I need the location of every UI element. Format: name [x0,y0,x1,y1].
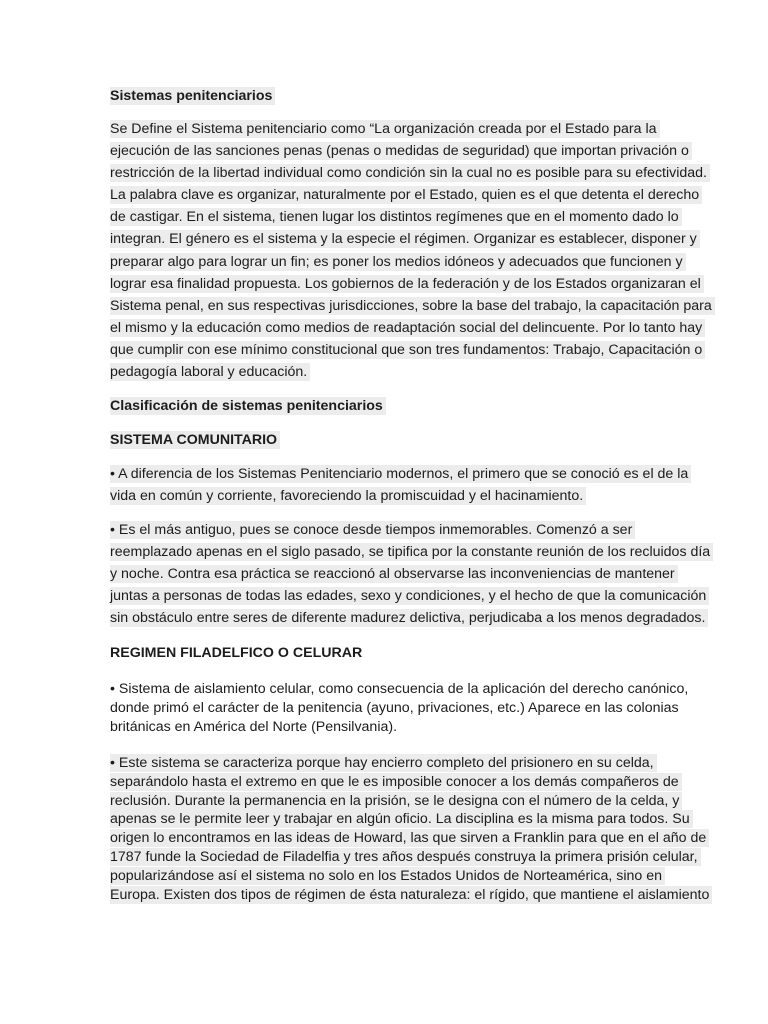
filadelfico-heading [110,643,362,663]
document-title [110,86,275,106]
classification-heading-text: Clasificación de sistemas penitenciarios [110,397,386,415]
filadelfico-paragraph-2-text: • Este sistema se caracteriza porque hay encierro completo del prisionero en su celda, separándolo hasta el extremo en que le es imposible conocer a los demás compañeros de reclusión. Durante la permanencia en la prisión, se le designa con el número de la celda, y apenas se le permite leer y trabajar en algún oficio. La disciplina es la misma para todos. Su origen lo encontramos en las ideas de Howard, las que sirven a Franklin para que en el año de 1787 funde la Sociedad de Filadelfia y tres años después construya la primera prisión celular, popularizándose así el sistema no solo en los Estados Unidos de Norteamérica, sino en Europa. Existen dos tipos de régimen de ésta naturaleza: el rígido, que mantiene el aislamiento [110,754,712,904]
classification-heading [110,396,386,416]
filadelfico-paragraph-1-text: • Sistema de aislamiento celular, como consecuencia de la aplicación del derecho canónico, donde primó el carácter de la penitencia (ayuno, privaciones, etc.) Aparece en las colonias británicas en América del Norte (Pensilvania). [110,681,689,735]
intro-paragraph-text: Se Define el Sistema penitenciario como “La organización creada por el Estado para la ejecución de las sanciones penas (penas o medidas de seguridad) que importan privación o restricción de la libertad individual como condición sin la cual no es posible para su efectividad. La palabra clave es organizar, naturalmente por el Estado, quien es el que detenta el derecho de castigar. En el sistema, tienen lugar los distintos regímenes que en el momento dado lo integran. El género es el sistema y la especie el régimen. Organizar es establecer, disponer y preparar algo para lograr un fin; es poner los medios idóneos y adecuados que funcionen y lograr esa finalidad propuesta. Los gobiernos de la federación y de los Estados organizaran el Sistema penal, en sus respectivas jurisdicciones, sobre la base del trabajo, la capacitación para el mismo y la educación como medios de readaptación social del delincuente. Por lo tanto hay que cumplir con ese mínimo constitucional que son tres fundamentos: Trabajo, Capacitación o pedagogía laboral y educación. [110,120,715,381]
filadelfico-paragraph-1 [110,680,714,736]
comunitario-paragraph-2 [110,519,714,629]
comunitario-paragraph-1-text: • A diferencia de los Sistemas Penitenciario modernos, el primero que se conoció es el de la vida en común y corriente, favoreciendo la promiscuidad y el hacinamiento. [110,465,691,505]
comunitario-heading [110,430,280,450]
document-title-text: Sistemas penitenciarios [110,87,275,105]
comunitario-heading-text: SISTEMA COMUNITARIO [110,431,280,449]
filadelfico-heading-text: REGIMEN FILADELFICO O CELURAR [110,645,363,661]
intro-paragraph [110,118,714,383]
comunitario-paragraph-1 [110,463,714,507]
comunitario-paragraph-2-text: • Es el más antiguo, pues se conoce desde tiempos inmemorables. Comenzó a ser reemplazado apenas en el siglo pasado, se tipifica por la constante reunión de los recluidos día y noche. Contra esa práctica se reaccionó al observarse las inconveniencias de mantener juntas a personas de todas las edades, sexo y condiciones, y el hecho de que la comunicación sin obstáculo entre seres de diferente madurez delictiva, perjudicaba a los menos degradados. [110,521,713,627]
filadelfico-paragraph-2 [110,754,714,904]
